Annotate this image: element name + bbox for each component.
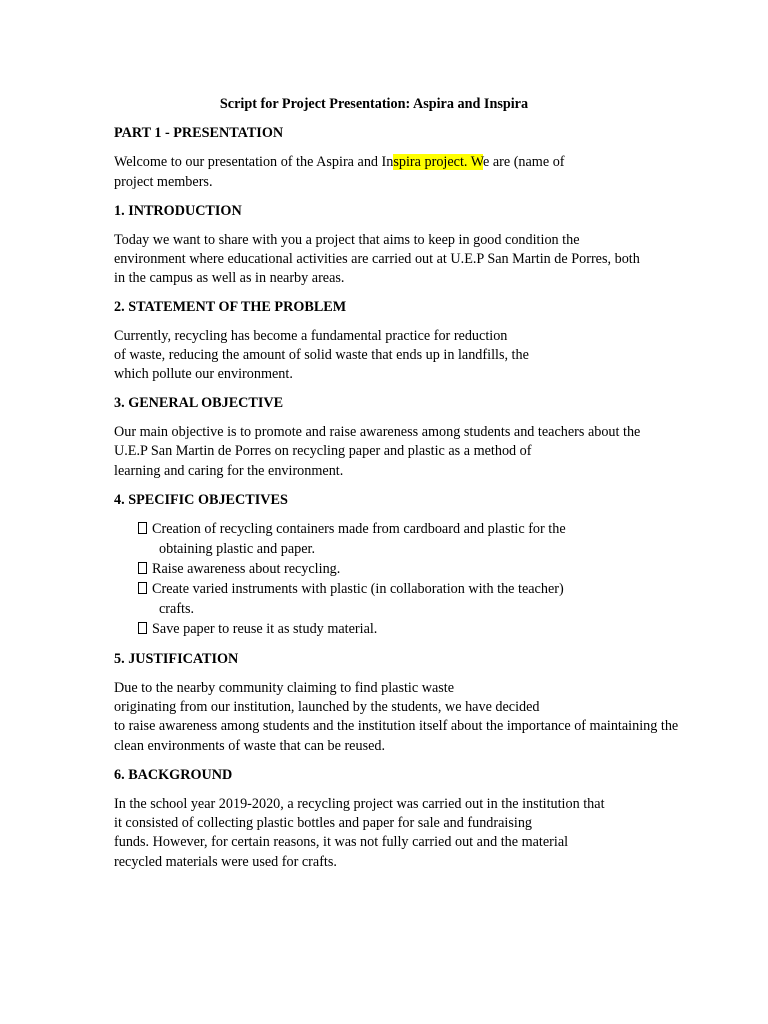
bullet-text: Creation of recycling containers made from cardboard and plastic for the bbox=[152, 521, 566, 537]
bullet-item bbox=[138, 580, 564, 598]
welcome-text-pre: Welcome to our presentation of the Aspira and In bbox=[114, 154, 394, 170]
background-line: funds. However, for certain reasons, it was not fully carried out and the material bbox=[114, 834, 569, 850]
section-heading-specific-objectives: 4. SPECIFIC OBJECTIVES bbox=[114, 492, 288, 508]
background-line: it consisted of collecting plastic bottles and paper for sale and fundraising bbox=[114, 815, 533, 831]
bullet-item bbox=[138, 560, 340, 578]
bullet-continuation: obtaining plastic and paper. bbox=[159, 541, 316, 557]
document-title: Script for Project Presentation: Aspira and Inspira bbox=[219, 96, 529, 112]
welcome-text-post: e are (name of bbox=[482, 154, 565, 170]
section-heading-introduction: 1. INTRODUCTION bbox=[114, 203, 242, 219]
bullet-item bbox=[138, 520, 566, 538]
bullet-box-icon bbox=[138, 522, 147, 534]
bullet-box-icon bbox=[138, 622, 147, 634]
welcome-line-2: project members. bbox=[114, 174, 213, 190]
general-objective-line: learning and caring for the environment. bbox=[114, 463, 344, 479]
bullet-item bbox=[138, 620, 377, 638]
part1-heading: PART 1 - PRESENTATION bbox=[114, 125, 284, 141]
problem-line: Currently, recycling has become a fundamental practice for reduction bbox=[114, 328, 508, 344]
justification-line: Due to the nearby community claiming to find plastic waste bbox=[114, 680, 455, 696]
section-heading-general-objective: 3. GENERAL OBJECTIVE bbox=[114, 395, 284, 411]
bullet-text: Create varied instruments with plastic (in collaboration with the teacher) bbox=[152, 581, 564, 597]
introduction-line: in the campus as well as in nearby areas. bbox=[114, 270, 345, 286]
justification-line: to raise awareness among students and the institution itself about the importance of maintaining the bbox=[114, 718, 679, 734]
bullet-box-icon bbox=[138, 562, 147, 574]
section-heading-background: 6. BACKGROUND bbox=[114, 767, 233, 783]
introduction-line: environment where educational activities are carried out at U.E.P San Martin de Porres, both bbox=[114, 251, 640, 267]
background-line: recycled materials were used for crafts. bbox=[114, 854, 337, 870]
bullet-text: Raise awareness about recycling. bbox=[152, 561, 341, 577]
bullet-box-icon bbox=[138, 582, 147, 594]
general-objective-line: Our main objective is to promote and raise awareness among students and teachers about the bbox=[114, 424, 641, 440]
background-line: In the school year 2019-2020, a recycling project was carried out in the institution that bbox=[114, 796, 605, 812]
bullet-continuation: crafts. bbox=[159, 601, 195, 617]
problem-line: which pollute our environment. bbox=[114, 366, 293, 382]
section-heading-justification: 5. JUSTIFICATION bbox=[114, 651, 239, 667]
highlighted-text: spira project. W bbox=[393, 154, 483, 170]
bullet-text: Save paper to reuse it as study material. bbox=[152, 621, 378, 637]
justification-line: clean environments of waste that can be reused. bbox=[114, 738, 386, 754]
justification-line: originating from our institution, launched by the students, we have decided bbox=[114, 699, 540, 715]
section-heading-problem: 2. STATEMENT OF THE PROBLEM bbox=[114, 299, 347, 315]
introduction-line: Today we want to share with you a project that aims to keep in good condition the bbox=[114, 232, 580, 248]
problem-line: of waste, reducing the amount of solid waste that ends up in landfills, the bbox=[114, 347, 529, 363]
welcome-line-1 bbox=[114, 153, 565, 171]
general-objective-line: U.E.P San Martin de Porres on recycling paper and plastic as a method of bbox=[114, 443, 532, 459]
